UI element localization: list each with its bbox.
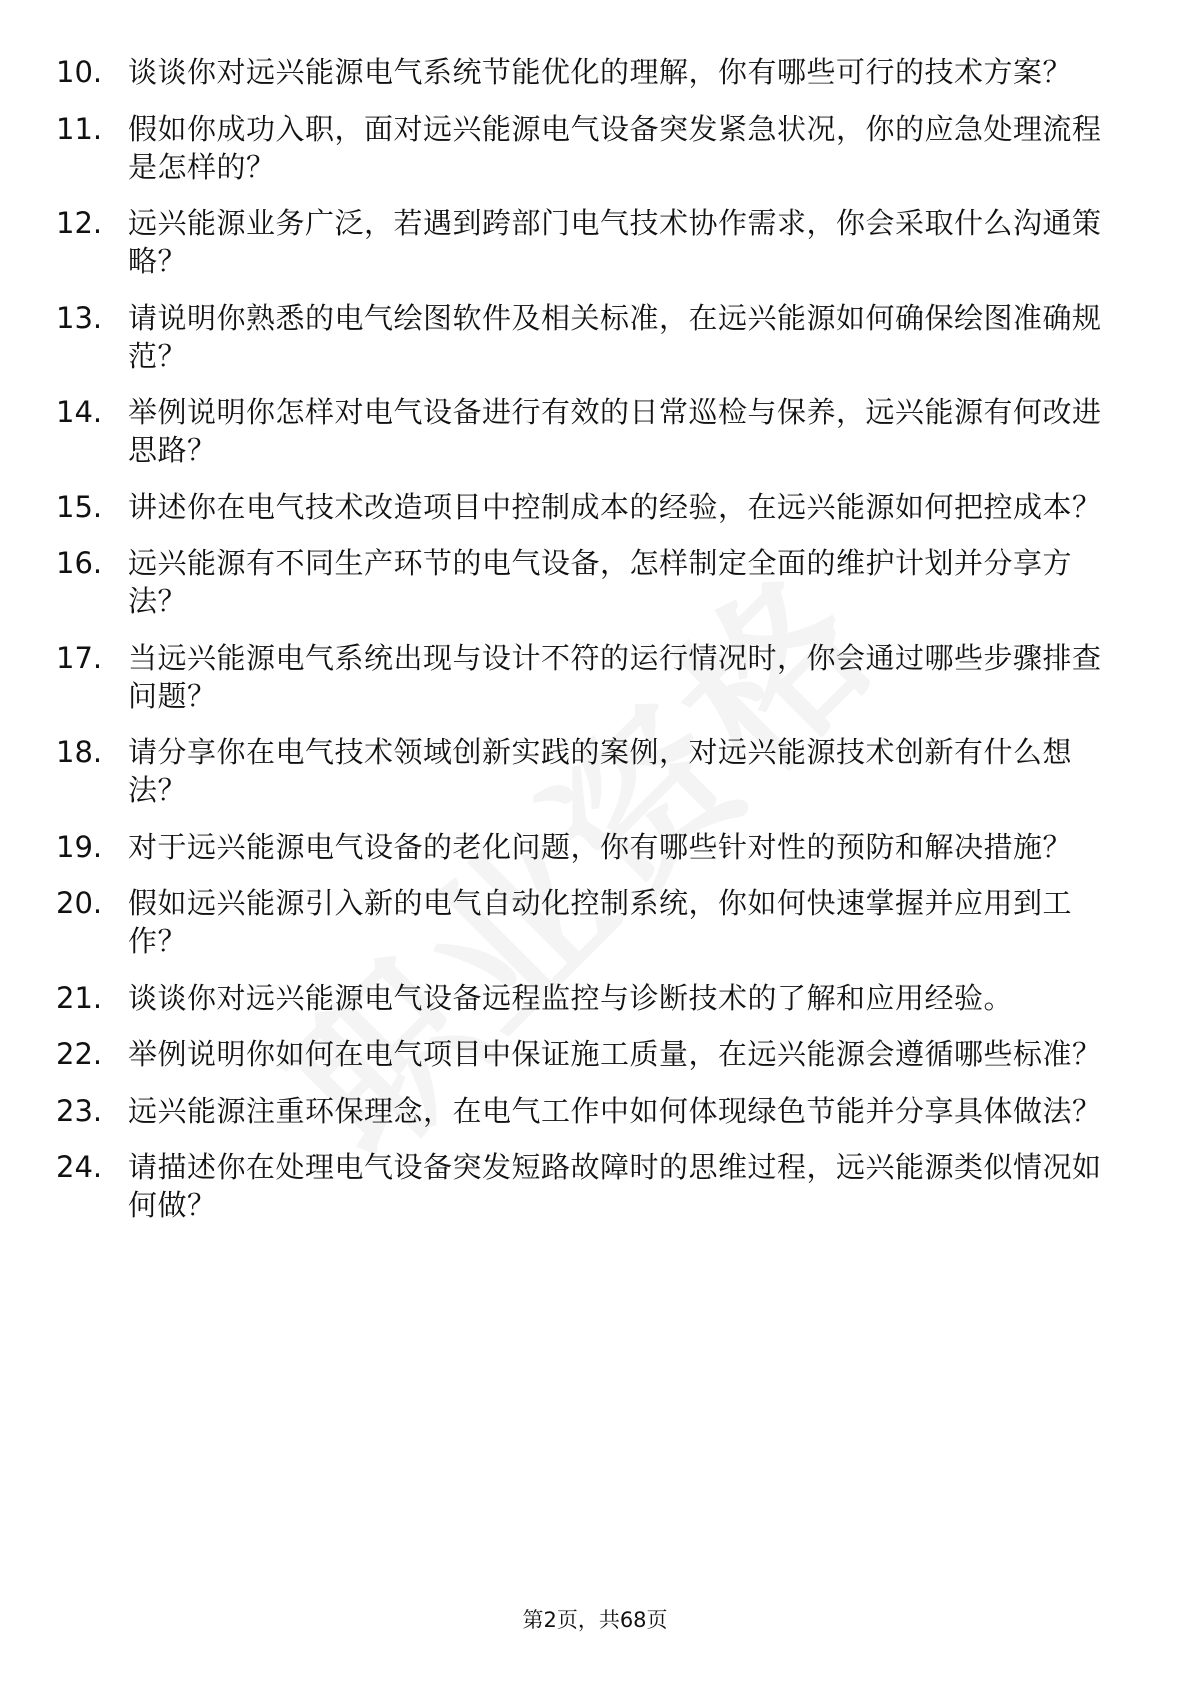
question-number: 24. <box>56 1150 103 1184</box>
question-number: 18. <box>56 735 103 769</box>
question-number: 12. <box>56 206 103 240</box>
question-text: 远兴能源有不同生产环节的电气设备，怎样制定全面的维护计划并分享方法？ <box>128 546 1073 618</box>
question-item <box>56 488 1126 526</box>
question-text: 远兴能源注重环保理念，在电气工作中如何体现绿色节能并分享具体做法？ <box>128 1093 1102 1128</box>
question-number: 13. <box>56 300 103 335</box>
question-item <box>56 299 1126 375</box>
page-number-footer: 第2页，共68页 <box>522 1608 668 1632</box>
question-number: 21. <box>56 980 103 1015</box>
question-item <box>56 53 1126 91</box>
question-number: 10. <box>56 55 103 89</box>
question-text: 举例说明你如何在电气项目中保证施工质量，在远兴能源会遵循哪些标准？ <box>128 1037 1102 1071</box>
question-text: 假如你成功入职，面对远兴能源电气设备突发紧急状况，你的应急处理流程是怎样的？ <box>128 111 1102 184</box>
question-item <box>56 828 1126 866</box>
question-text: 请描述你在处理电气设备突发短路故障时的思维过程，远兴能源类似情况如何做？ <box>128 1150 1102 1222</box>
question-text: 远兴能源业务广泛，若遇到跨部门电气技术协作需求，你会采取什么沟通策略？ <box>128 206 1102 278</box>
question-number: 11. <box>56 111 103 146</box>
question-item <box>56 1092 1126 1130</box>
question-number: 14. <box>56 395 103 429</box>
question-item <box>56 544 1126 620</box>
question-text: 举例说明你怎样对电气设备进行有效的日常巡检与保养，远兴能源有何改进思路？ <box>128 395 1102 467</box>
question-item <box>56 110 1126 186</box>
question-list <box>56 53 1126 1243</box>
question-item <box>56 884 1126 960</box>
question-item <box>56 639 1126 715</box>
question-text: 假如远兴能源引入新的电气自动化控制系统，你如何快速掌握并应用到工作？ <box>128 886 1073 958</box>
question-text: 请分享你在电气技术领域创新实践的案例，对远兴能源技术创新有什么想法？ <box>128 735 1073 807</box>
question-text: 谈谈你对远兴能源电气系统节能优化的理解，你有哪些可行的技术方案？ <box>128 55 1073 89</box>
question-text: 对于远兴能源电气设备的老化问题，你有哪些针对性的预防和解决措施？ <box>128 829 1073 864</box>
question-item <box>56 1035 1126 1073</box>
question-number: 20. <box>56 886 103 920</box>
question-text: 谈谈你对远兴能源电气设备远程监控与诊断技术的了解和应用经验。 <box>128 980 1014 1015</box>
question-number: 22. <box>56 1037 103 1071</box>
question-item <box>56 1148 1126 1224</box>
question-text: 讲述你在电气技术改造项目中控制成本的经验，在远兴能源如何把控成本？ <box>128 489 1102 524</box>
question-text: 当远兴能源电气系统出现与设计不符的运行情况时，你会通过哪些步骤排查问题？ <box>128 640 1102 713</box>
question-item <box>56 393 1126 469</box>
question-number: 23. <box>56 1093 103 1128</box>
question-number: 19. <box>56 829 103 864</box>
question-item <box>56 979 1126 1017</box>
question-number: 16. <box>56 546 103 580</box>
question-item <box>56 204 1126 280</box>
question-number: 17. <box>56 640 103 675</box>
question-item <box>56 733 1126 809</box>
question-text: 请说明你熟悉的电气绘图软件及相关标准，在远兴能源如何确保绘图准确规范？ <box>128 300 1102 373</box>
question-number: 15. <box>56 489 103 524</box>
